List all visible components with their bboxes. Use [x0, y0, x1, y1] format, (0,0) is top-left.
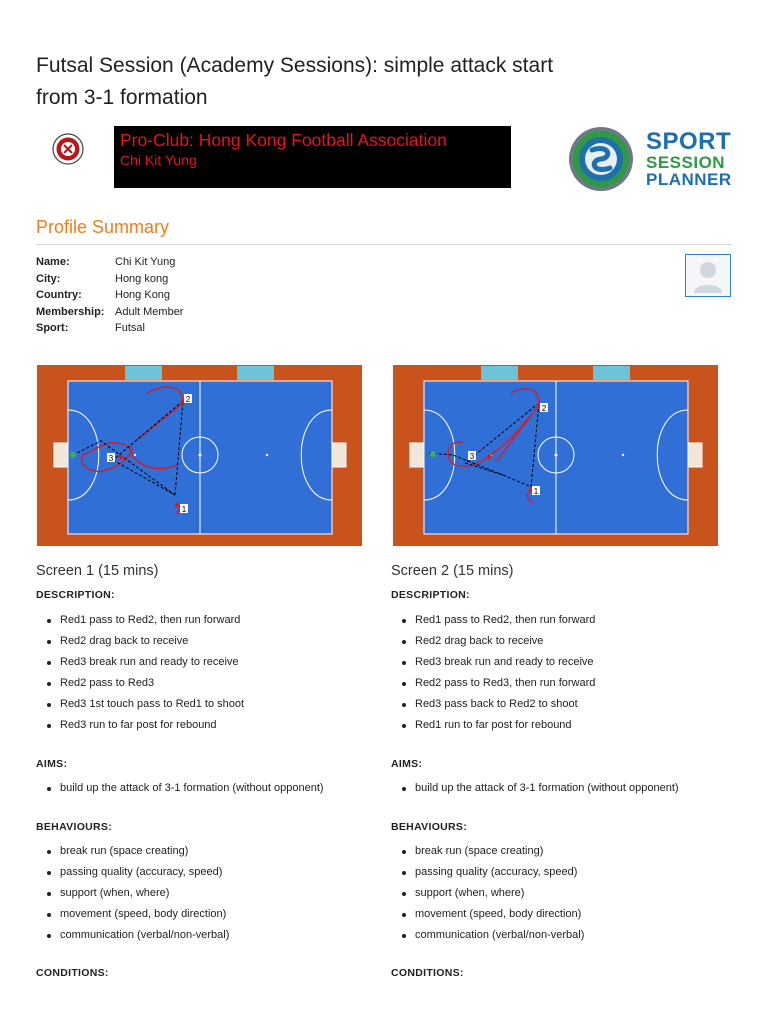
screen-2-description-label: DESCRIPTION: [391, 589, 470, 601]
screen-1-aims-label: AIMS: [36, 758, 68, 770]
list-item: Red1 run to far post for rebound [391, 715, 595, 736]
screen-1-description-label: DESCRIPTION: [36, 589, 115, 601]
player-label-1: 1 [533, 487, 539, 496]
club-crest-icon [52, 133, 84, 165]
list-item: Red3 run to far post for rebound [36, 715, 244, 736]
profile-value: Adult Member [115, 305, 184, 318]
ball-icon [430, 451, 436, 457]
list-item: Red2 pass to Red3 [36, 673, 244, 694]
list-item: support (when, where) [391, 883, 584, 904]
club-banner [114, 126, 511, 188]
profile-key: Membership: [36, 305, 105, 318]
profile-summary-heading: Profile Summary [36, 217, 170, 237]
list-item: Red3 break run and ready to receive [391, 652, 595, 673]
list-item: Red2 drag back to receive [391, 631, 595, 652]
player-label-1: 1 [181, 505, 187, 514]
list-item: break run (space creating) [391, 841, 584, 862]
player-red-3 [119, 455, 123, 459]
list-item: build up the attack of 3-1 formation (without opponent) [36, 778, 324, 799]
profile-value: Hong Kong [115, 289, 171, 301]
profile-key: City: [36, 272, 61, 285]
profile-avatar [685, 254, 731, 297]
screen-2-aims-list [391, 778, 679, 799]
ssp-emblem-icon [566, 124, 636, 194]
list-item: Red3 1st touch pass to Red1 to shoot [36, 694, 244, 715]
screen-2-conditions-label: CONDITIONS: [391, 967, 464, 979]
session-title-line-1: Futsal Session (Academy Sessions): simple attack start [36, 54, 554, 77]
logo-word-sport: SPORT [646, 128, 732, 155]
player-red-3 [487, 455, 491, 459]
player-label-3: 3 [108, 454, 114, 463]
session-title [36, 50, 676, 114]
screen-2-title: Screen 2 (15 mins) [391, 563, 514, 579]
pitch-diagram-2 [393, 365, 718, 546]
screen-2-behaviours-list [391, 841, 584, 946]
list-item: Red2 drag back to receive [36, 631, 244, 652]
list-item: Red2 pass to Red3, then run forward [391, 673, 595, 694]
user-avatar-icon [686, 255, 730, 296]
list-item: passing quality (accuracy, speed) [36, 862, 229, 883]
pitch-diagram-1 [37, 365, 362, 546]
profile-value: Futsal [115, 322, 145, 334]
section-divider [36, 244, 732, 245]
sport-session-planner-logo [566, 124, 736, 194]
profile-key: Name: [36, 256, 70, 268]
screen-1-conditions-label: CONDITIONS: [36, 967, 109, 979]
logo-word-planner: PLANNER [646, 170, 732, 189]
list-item: build up the attack of 3-1 formation (without opponent) [391, 778, 679, 799]
list-item: communication (verbal/non-verbal) [36, 925, 229, 946]
screen-1-behaviours-label: BEHAVIOURS: [36, 821, 113, 833]
ball-icon [70, 452, 76, 458]
player-label-2: 2 [185, 395, 191, 404]
player-red-1 [175, 503, 179, 507]
list-item: movement (speed, body direction) [391, 904, 584, 925]
profile-value: Chi Kit Yung [115, 256, 176, 268]
list-item: communication (verbal/non-verbal) [391, 925, 584, 946]
screen-1-aims-list [36, 778, 324, 799]
player-label-2: 2 [541, 404, 547, 413]
screen-2-description-list [391, 610, 595, 736]
list-item: Red1 pass to Red2, then run forward [391, 610, 595, 631]
profile-key: Sport: [36, 322, 69, 334]
list-item: movement (speed, body direction) [36, 904, 229, 925]
screen-1-title: Screen 1 (15 mins) [36, 563, 159, 579]
club-name: Pro-Club: Hong Kong Football Association [120, 130, 447, 150]
screen-1-behaviours-list [36, 841, 229, 946]
list-item: Red3 pass back to Red2 to shoot [391, 694, 595, 715]
profile-value: Hong kong [115, 272, 169, 285]
screen-2-aims-label: AIMS: [391, 758, 423, 770]
session-title-line-2: from 3-1 formation [36, 86, 208, 109]
list-item: support (when, where) [36, 883, 229, 904]
list-item: passing quality (accuracy, speed) [391, 862, 584, 883]
list-item: Red3 break run and ready to receive [36, 652, 244, 673]
list-item: Red1 pass to Red2, then run forward [36, 610, 244, 631]
screen-1-description-list [36, 610, 244, 736]
logo-word-session: SESSION [646, 153, 726, 172]
club-person: Chi Kit Yung [120, 152, 197, 168]
player-label-3: 3 [469, 452, 475, 461]
screen-2-behaviours-label: BEHAVIOURS: [391, 821, 468, 833]
list-item: break run (space creating) [36, 841, 229, 862]
profile-key: Country: [36, 289, 82, 301]
